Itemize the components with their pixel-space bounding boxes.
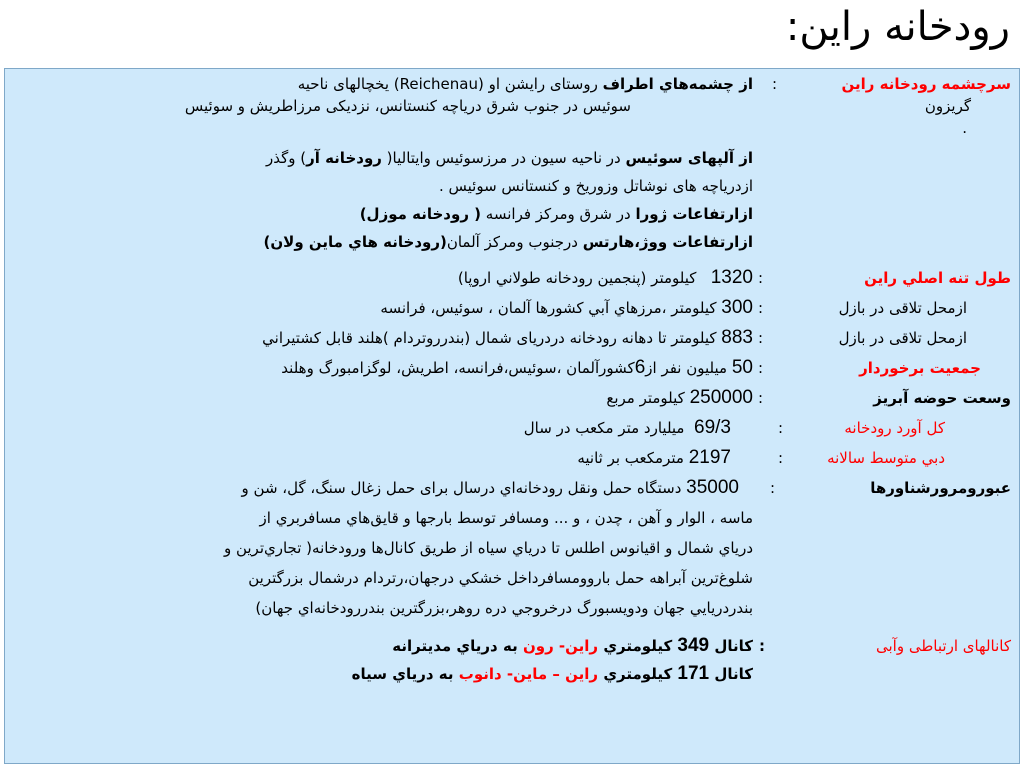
shipping-value: 35000 bbox=[686, 477, 739, 498]
source-text: ازدریاچه های نوشاتل وزوریخ و کنستانس سوئیس . bbox=[438, 177, 753, 195]
discharge-text: مترمكعب بر ثانيه bbox=[577, 449, 684, 467]
canal-2-unit: كيلومتري bbox=[603, 665, 673, 683]
basel-value: 300 bbox=[721, 297, 753, 318]
basel-label: ازمحل تلاقی در بازل bbox=[838, 329, 967, 347]
length-text: كيلومتر (پنجمين رودخانه طولاني اروپا) bbox=[457, 269, 697, 287]
basin-value: 250000 bbox=[689, 387, 753, 408]
source-text: سوئیس در جنوب شرق دریاچه کنستانس، نزدیکی مرزاطریش و سوئیس bbox=[184, 97, 631, 115]
canal-2-length: 171 bbox=[677, 663, 710, 684]
canals-label: كانالهای ارتباطی وآبی bbox=[876, 637, 1011, 655]
source-label: سرچشمه رودخانه راين bbox=[841, 75, 1011, 93]
shipping-text: شلوغ‌ترين آبراهه حمل باروومسافرداخل خشكي درجهان،رتردام درشمال بزرگترين bbox=[248, 569, 753, 587]
source-text: در شرق ومرکز فرانسه bbox=[481, 205, 636, 223]
colon: : bbox=[757, 359, 763, 377]
shipping-text: دستگاه حمل ونقل رودخانه‌اي درسال برای حمل زغال سنگ، گل، شن و bbox=[241, 479, 682, 497]
discharge-value: 2197 bbox=[688, 447, 731, 468]
country-count: 6 bbox=[634, 357, 646, 378]
basin-text: كيلومتر مربع bbox=[606, 389, 685, 407]
basel-text: كيلومتر ،مرزهاي آبي كشورها آلمان ، سوئیس، فرانسه bbox=[380, 299, 717, 317]
page-title: رودخانه راين: bbox=[785, 4, 1010, 50]
source-text: در ناحیه سیون در مرزسوئیس وایتالیا( bbox=[381, 149, 626, 167]
colon: : bbox=[769, 479, 775, 497]
canal-1-pre: كانال bbox=[714, 637, 753, 655]
source-text: درجنوب ومرکز آلمان bbox=[446, 233, 583, 251]
shipping-text: درياي شمال و اقيانوس اطلس تا درياي سياه از طريق كانال‌ها ورودخانه( تجاري‌ترين و bbox=[223, 539, 753, 557]
population-countries: كشورآلمان ،سوئيس،فرانسه، اطريش، لوگزامبورگ وهلند bbox=[281, 359, 635, 377]
discharge-label: دبي متوسط سالانه bbox=[827, 449, 945, 467]
source-tail: گريزون bbox=[924, 97, 971, 115]
population-value: 50 bbox=[731, 357, 753, 378]
source-text: ) وگذر bbox=[265, 149, 307, 167]
source-text: روستای رایشن او (Reichenau) یخچالهای ناحیه bbox=[297, 75, 603, 93]
colon: : bbox=[757, 269, 763, 287]
colon: : bbox=[777, 419, 783, 437]
flow-text: ميليارد متر مكعب در سال bbox=[523, 419, 685, 437]
flow-label: كل آورد رودخانه bbox=[844, 419, 945, 437]
colon: : bbox=[777, 449, 783, 467]
basel-label: ازمحل تلاقی در بازل bbox=[838, 299, 967, 317]
source-river: رودخانه آر bbox=[306, 149, 382, 167]
basel-text: كيلومتر تا دهانه رودخانه دردریای شمال (بندرروتردام )هلند قابل كشتيراني bbox=[262, 329, 717, 347]
canal-1-destination: به درياي مديترانه bbox=[392, 637, 518, 655]
shipping-label: عبورومرورشناورها bbox=[870, 479, 1011, 497]
colon: : bbox=[757, 389, 763, 407]
colon: : bbox=[757, 329, 763, 347]
basin-label: وسعت حوضه آبريز bbox=[873, 389, 1011, 407]
population-label: جمعيت برخوردار bbox=[859, 359, 981, 377]
source-bold: از چشمه‌هاي اطراف bbox=[602, 75, 753, 93]
basel-value: 883 bbox=[721, 327, 753, 348]
canal-2-route: راين – ماين- دانوب bbox=[458, 665, 599, 683]
flow-value: 69/3 bbox=[694, 417, 731, 438]
source-dot: . bbox=[962, 119, 967, 137]
length-value: 1320 bbox=[710, 267, 753, 288]
colon: : bbox=[757, 299, 763, 317]
canal-1-unit: كيلومتري bbox=[603, 637, 673, 655]
population-text: ميليون نفر از bbox=[645, 359, 728, 377]
canal-1-length: 349 bbox=[677, 635, 710, 656]
source-river: ( رودخانه موزل) bbox=[359, 205, 482, 223]
source-river: (رودخانه هاي ماين ولان) bbox=[263, 233, 447, 251]
canal-1-route: راين- رون bbox=[522, 637, 599, 655]
shipping-text: بندردريايي جهان ودويسبورگ درخروجي دره روهر،بزرگترين بندررودخانه‌اي جهان) bbox=[255, 599, 753, 617]
source-bold: ازارتفاعات ژورا bbox=[635, 205, 753, 223]
source-bold: از آلپهای سوئیس bbox=[625, 149, 753, 167]
colon: : bbox=[771, 75, 777, 93]
canal-2-pre: كانال bbox=[714, 665, 753, 683]
shipping-text: ماسه ، الوار و آهن ، چدن ، و ... ومسافر توسط بارجها و قايق‌هاي مسافربري از bbox=[259, 509, 753, 527]
colon: : bbox=[759, 637, 765, 655]
source-bold: ازارتفاعات ووژ،هارتس bbox=[582, 233, 753, 251]
content-box bbox=[4, 68, 1020, 764]
canal-2-destination: به درياي سياه bbox=[351, 665, 454, 683]
length-label: طول تنه اصلي راين bbox=[864, 269, 1011, 287]
